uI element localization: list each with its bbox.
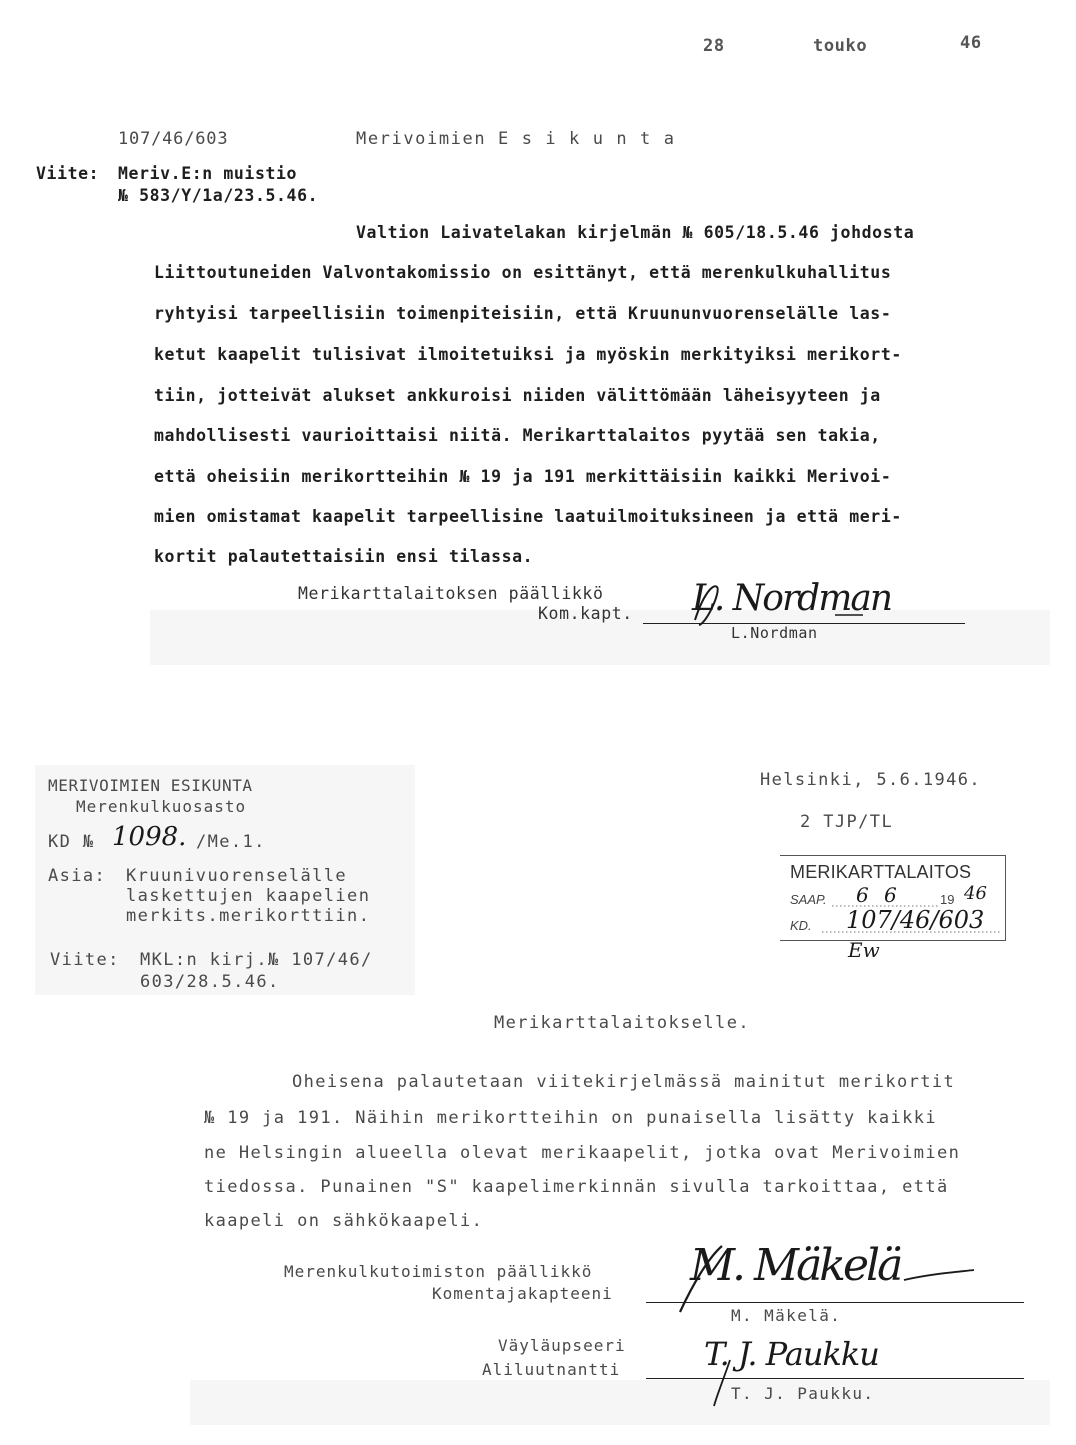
stamp-title: MERIKARTTALAITOS — [790, 862, 972, 882]
reply-reference-line-1: MKL:n kirj.№ 107/46/ — [140, 950, 373, 970]
memo-body-line: Valtion Laivatelakan kirjelmän № 605/18.5.46 johdosta — [356, 223, 915, 242]
memo-signer-title-2: Kom.kapt. — [538, 604, 633, 623]
memo-reference-line-2: № 583/Y/1a/23.5.46. — [118, 186, 319, 205]
reply-subject-line-1: Kruunivuorenselälle — [126, 866, 348, 886]
memo-ref-number: 107/46/603 — [118, 129, 229, 149]
scan-shade-bottom — [190, 1380, 1050, 1425]
memo-reference-label: Viite: — [36, 164, 100, 183]
reply-body-line: kaapeli on sähkökaapeli. — [204, 1211, 484, 1231]
received-stamp — [780, 855, 1006, 941]
stamp-saap-year: 46 — [964, 883, 987, 904]
stamp-century: 19 — [940, 892, 955, 907]
signer-1-title-1: Merenkulkutoimiston päällikkö — [284, 1262, 593, 1281]
reply-kd-suffix: /Me.1. — [196, 832, 266, 852]
signer-2-handwritten-signature: T. J. Paukku — [704, 1335, 879, 1373]
reply-body-line: tiedossa. Punainen "S" kaapelimerkinnän sivulla tarkoittaa, että — [204, 1177, 949, 1197]
stamp-saap-month: 6 — [884, 883, 897, 907]
memo-body-line: mahdollisesti vaurioittaisi niitä. Merikarttalaitos pyytää sen takia, — [154, 426, 881, 445]
reply-kd-prefix: KD № — [48, 832, 95, 852]
signer-2-name: T. J. Paukku. — [731, 1384, 875, 1403]
memo-body-line: Liittoutuneiden Valvontakomissio on esittänyt, että merenkulkuhallitus — [154, 263, 892, 282]
stamp-saap-day: 6 — [856, 883, 869, 907]
reply-place-date: Helsinki, 5.6.1946. — [760, 770, 982, 790]
stamp-kd-value: 107/46/603 — [846, 906, 985, 934]
memo-body-line: tiin, jotteivät alukset ankkuroisi niiden välittömään läheisyyteen ja — [154, 386, 881, 405]
reply-sender-line-2: Merenkulkuosasto — [76, 797, 247, 816]
reply-kd-handwritten-number: 1098. — [112, 822, 187, 852]
reply-subject-line-2: laskettujen kaapelien — [126, 886, 371, 906]
signer-2-title-1: Väyläupseeri — [498, 1336, 626, 1355]
reply-reference-line-2: 603/28.5.46. — [140, 972, 280, 992]
date-day: 28 — [703, 36, 725, 56]
memo-body-line: kortit palautettaisiin ensi tilassa. — [154, 547, 534, 566]
reply-recipient: Merikarttalaitokselle. — [494, 1013, 750, 1033]
memo-addressee: Merivoimien E s i k u n t a — [356, 129, 676, 149]
stamp-saap-label: SAAP. — [790, 892, 827, 907]
signer-1-name: M. Mäkelä. — [731, 1306, 842, 1325]
signer-2-title-2: Aliluutnantti — [482, 1360, 621, 1379]
reply-office-code: 2 TJP/TL — [800, 812, 894, 832]
memo-body-line: ketut kaapelit tulisivat ilmoitetuiksi ja myöskin merkityiksi merikort- — [154, 345, 902, 364]
reply-reference-label: Viite: — [50, 950, 120, 970]
stamp-initials: Ew — [848, 938, 880, 962]
reply-body-line: № 19 ja 191. Näihin merikortteihin on punaisella lisätty kaikki — [204, 1108, 937, 1128]
signer-1-handwritten-signature: M. Mäkelä — [690, 1240, 901, 1291]
reply-subject-label: Asia: — [48, 866, 107, 886]
reply-subject-line-3: merkits.merikorttiin. — [126, 906, 371, 926]
memo-body-line: mien omistamat kaapelit tarpeellisine laatuilmoituksineen ja että meri- — [154, 507, 902, 526]
reply-body-line: Oheisena palautetaan viitekirjelmässä mainitut merikortit — [292, 1072, 956, 1092]
reply-body-line: ne Helsingin alueella olevat merikaapelit, jotka ovat Merivoimien — [204, 1143, 961, 1163]
date-year: 46 — [960, 33, 982, 53]
memo-signer-name: L.Nordman — [731, 624, 818, 642]
signer-1-title-2: Komentajakapteeni — [432, 1284, 613, 1303]
stamp-kd-label: KD. — [790, 918, 812, 933]
memo-body-line: että oheisiin merikortteihin № 19 ja 191 merkittäisiin kaikki Merivoi- — [154, 467, 892, 486]
memo-reference-line-1: Meriv.E:n muistio — [118, 164, 298, 183]
memo-body-line: ryhtyisi tarpeellisiin toimenpiteisiin, että Kruununvuorenselälle las- — [154, 304, 892, 323]
memo-handwritten-signature: L. Nordman — [692, 578, 892, 619]
memo-signer-title-1: Merikarttalaitoksen päällikkö — [298, 584, 604, 603]
reply-sender-line-1: MERIVOIMIEN ESIKUNTA — [48, 776, 253, 795]
makela-signature-flourish — [672, 1238, 1012, 1318]
date-month: touko — [813, 36, 868, 56]
